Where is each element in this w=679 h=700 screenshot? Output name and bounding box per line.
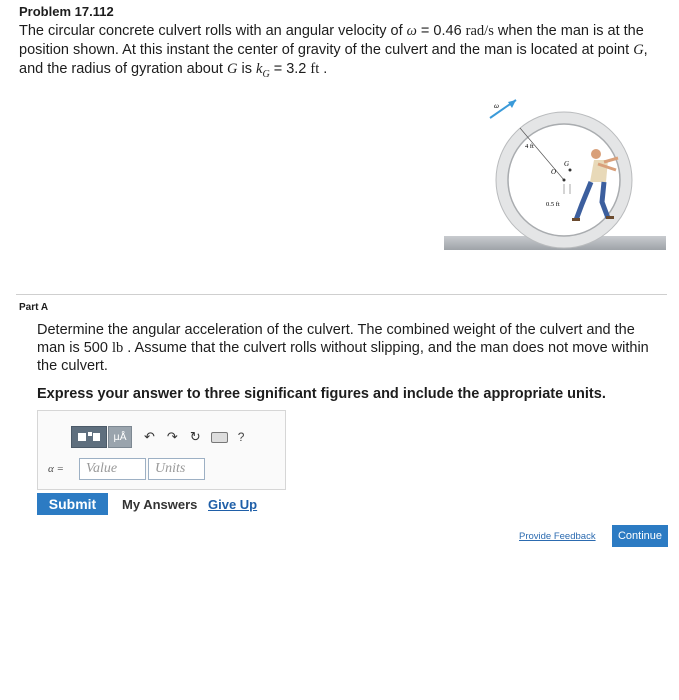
figure-label-o: O — [551, 168, 557, 176]
omega-symbol: ω — [406, 23, 417, 39]
kg-symbol: k — [256, 61, 263, 77]
figure-dim-4ft: 4 ft — [525, 143, 534, 150]
problem-text-1: The circular concrete culvert rolls with an angular velocity of — [19, 23, 403, 39]
part-a-text-1: Determine the angular acceleration of the culvert. The combined weight of the culvert and the man is 500 — [37, 322, 635, 356]
point-o — [563, 179, 566, 182]
problem-text-5: . — [319, 61, 328, 77]
instruction-text: Express your answer to three significant figures and include the appropriate units. — [37, 386, 606, 402]
culvert-figure — [444, 96, 666, 256]
problem-statement — [19, 22, 667, 84]
keyboard-icon[interactable] — [211, 432, 228, 443]
value-input[interactable]: Value — [79, 458, 146, 480]
omega-equals-value: = 0.46 — [416, 23, 466, 39]
section-divider — [16, 294, 667, 295]
figure-dim-05ft: 0.5 ft — [546, 201, 560, 208]
kg-value: = 3.2 — [269, 61, 311, 77]
templates-icon — [77, 431, 101, 443]
part-a-text — [37, 321, 657, 375]
undo-icon[interactable]: ↶ — [144, 429, 155, 445]
kg-subscript: G — [262, 68, 270, 80]
g-symbol-2: G — [226, 61, 238, 77]
weight-unit: lb — [111, 340, 124, 356]
units-input[interactable]: Units — [148, 458, 205, 480]
reset-icon[interactable]: ↻ — [189, 429, 201, 445]
problem-title: Problem 17.112 — [19, 4, 114, 19]
g-symbol: G — [633, 42, 644, 58]
templates-button[interactable] — [71, 426, 107, 448]
omega-unit: rad/s — [465, 23, 494, 39]
kg-unit: ft — [310, 61, 320, 77]
submit-button[interactable]: Submit — [37, 493, 108, 515]
part-a-text-2: . Assume that the culvert rolls without slipping, and the man does not move within the culvert. — [37, 340, 649, 374]
continue-button[interactable]: Continue — [612, 525, 668, 547]
point-g — [569, 169, 572, 172]
problem-text-4: is — [237, 61, 256, 77]
figure-label-g: G — [564, 160, 570, 168]
problem-text-3: , and the radius of gyration about — [19, 42, 648, 77]
give-up-link[interactable]: Give Up — [208, 497, 258, 512]
units-button[interactable]: μÅ — [108, 426, 132, 448]
my-answers-link[interactable]: My Answers — [122, 497, 198, 512]
part-a-label: Part A — [19, 302, 49, 313]
help-button[interactable]: ? — [237, 430, 245, 444]
problem-text-2: when the man is at the position shown. At this instant the center of gravity of the culvert and the man is located at point — [19, 23, 644, 58]
provide-feedback-link[interactable]: Provide Feedback — [519, 531, 596, 542]
figure-omega-label: ω — [494, 102, 499, 110]
answer-box — [37, 410, 286, 490]
alpha-label: α = — [48, 463, 64, 475]
redo-icon[interactable]: ↷ — [166, 429, 178, 445]
math-toolbar — [71, 426, 244, 448]
